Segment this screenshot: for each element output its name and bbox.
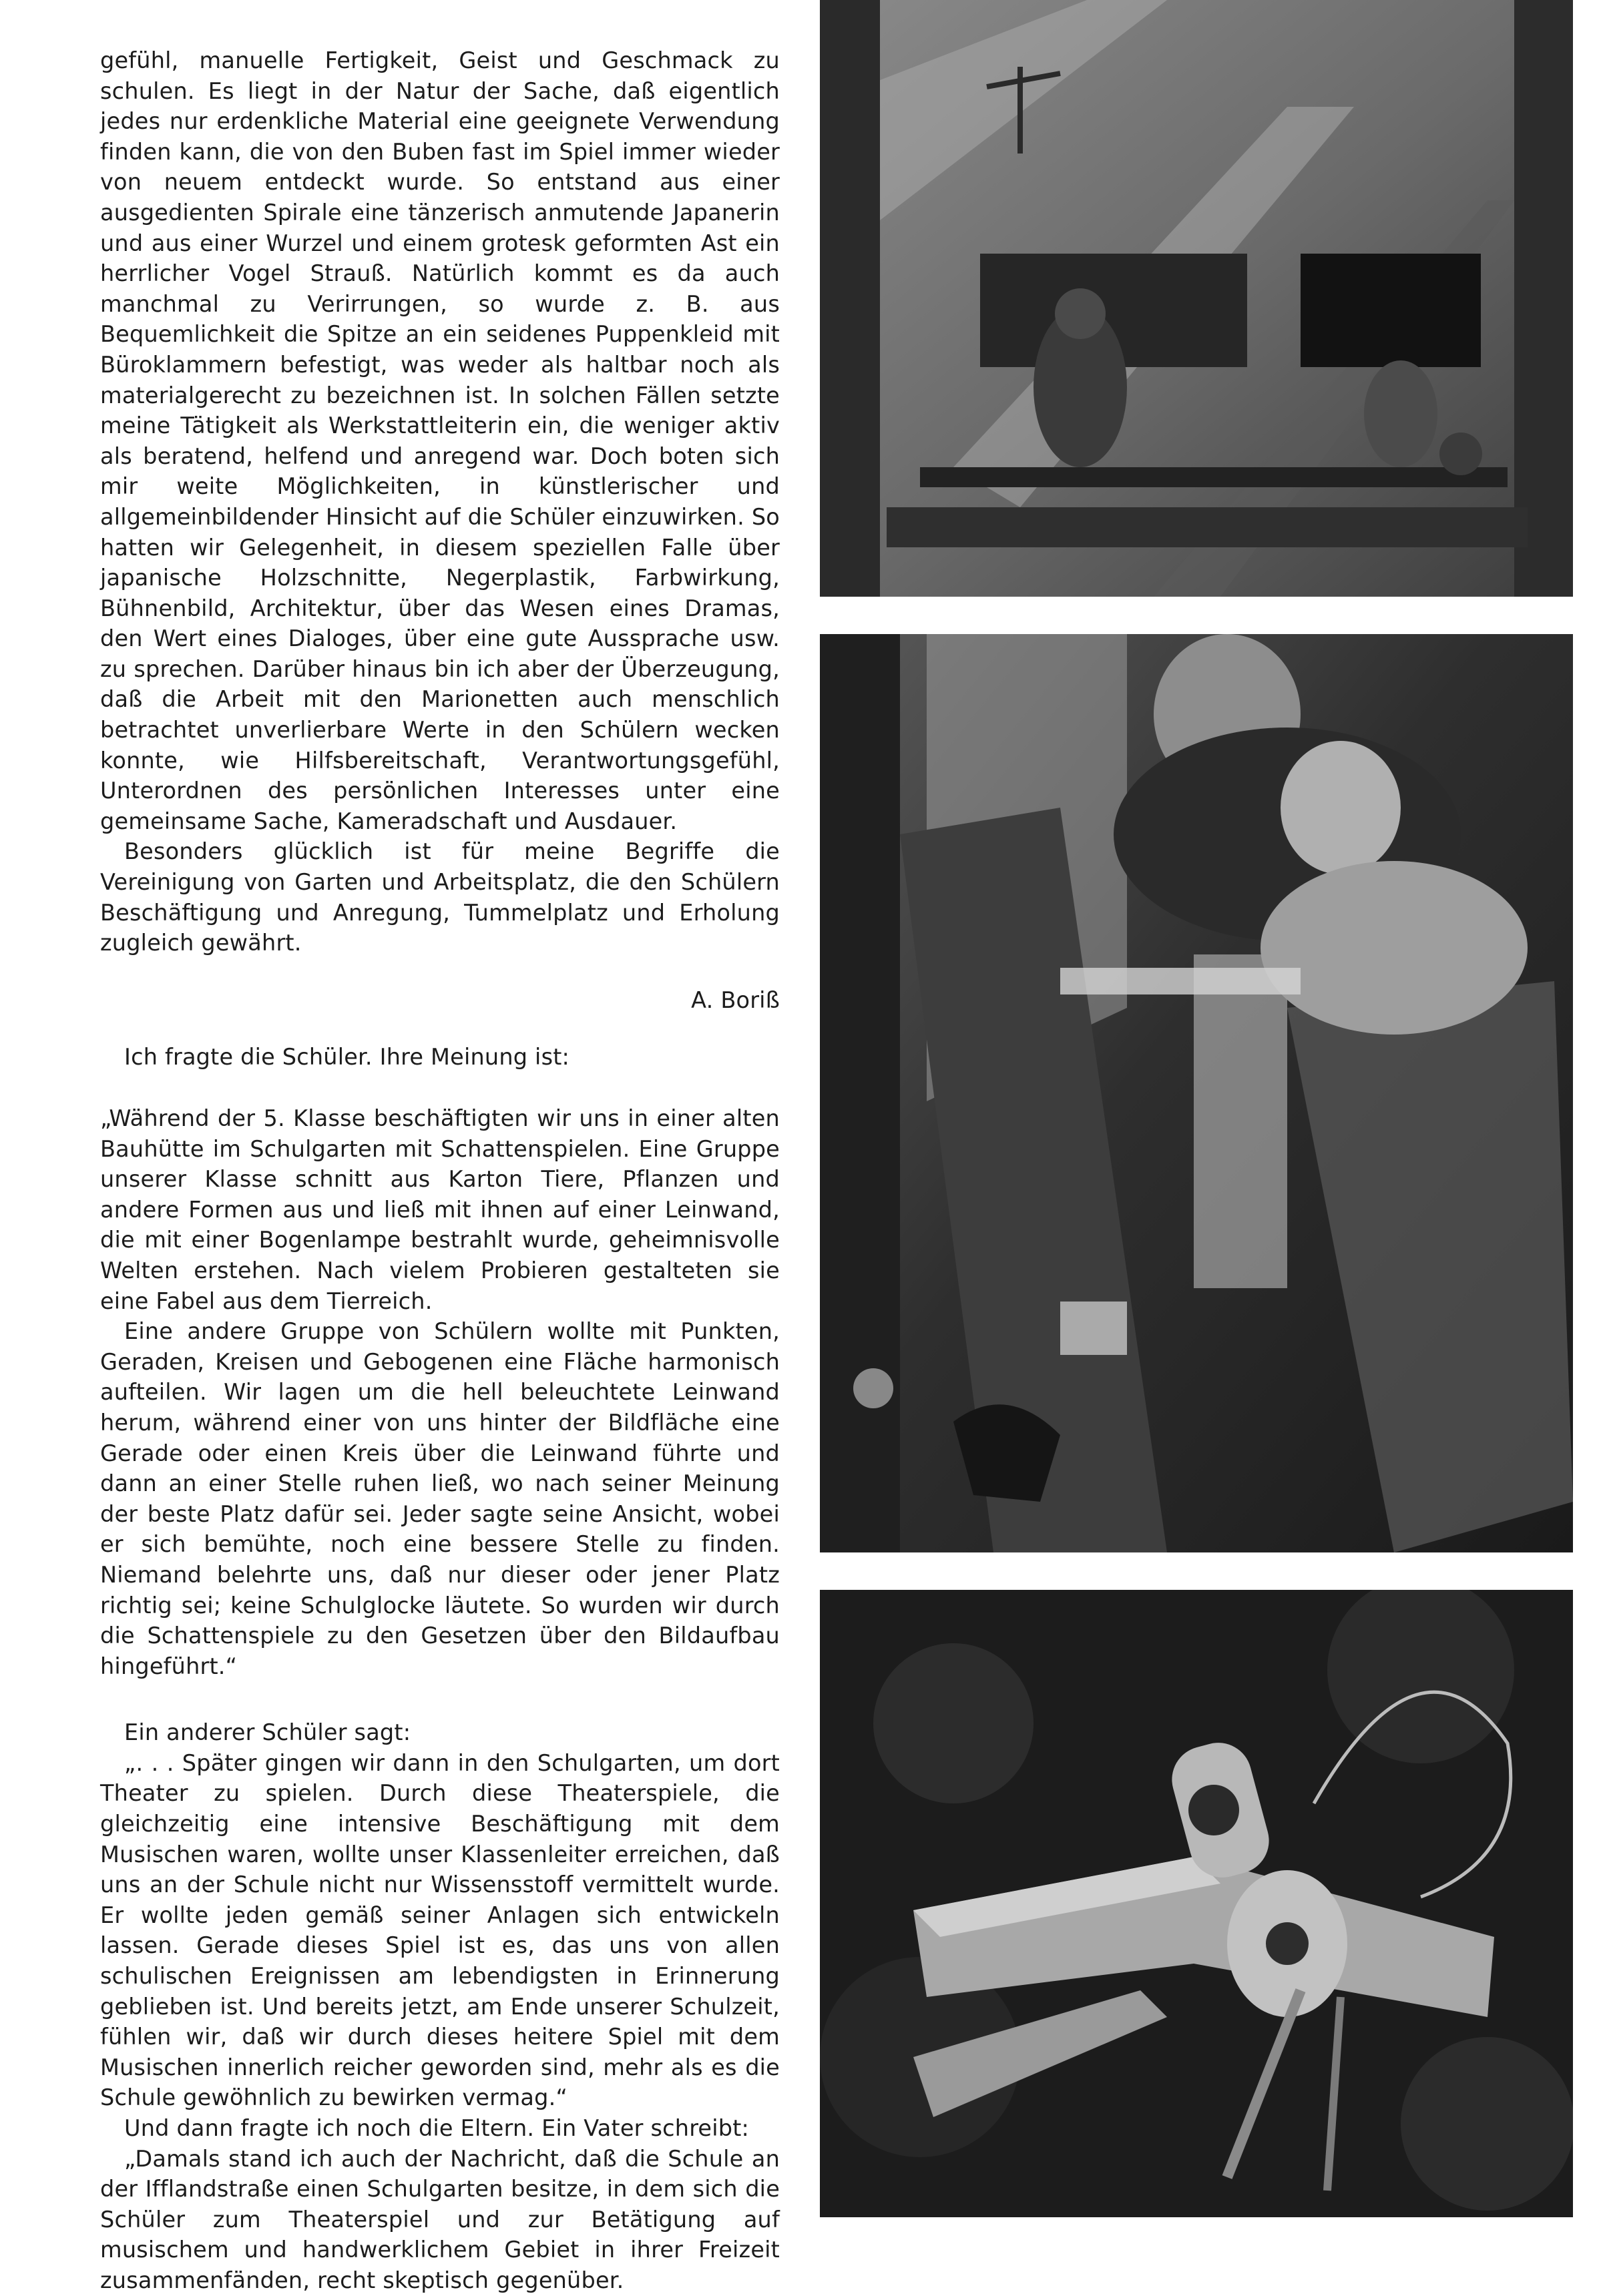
parents-intro: Und dann fragte ich noch die Eltern. Ein Vater schreibt: (124, 2115, 750, 2141)
photo-garden-hut-image (820, 0, 1573, 597)
student-quote-paragraph: „Während der 5. Klasse beschäftigten wir uns in einer alten Bauhütte im Schulgarten mit Schattenspielen. Eine Gruppe unserer Klasse schnitt aus Karton Tiere, Pflanzen und andere Formen aus und ließ mit ihnen auf einer Leinwand, die mit einer Bogenlampe bestrahlt wurde, geheimnisvolle Welten erstehen. Nach vielem Probieren gestalteten sie eine Fabel aus dem Tierreich. (100, 1105, 780, 1314)
photo-garden-hut (820, 0, 1573, 597)
students-intro: Ich fragte die Schüler. Ihre Meinung ist: (124, 1044, 570, 1071)
article-text-column (100, 45, 780, 2296)
photo-boys-workbench-image (820, 634, 1573, 1552)
author-signature: A. Boriß (691, 986, 780, 1013)
student2-quote: „. . . Später gingen wir dann in den Schulgarten, um dort Theater zu spielen. Durch diese Theaterspiele, die gleichzeitig eine intensive Beschäftigung mit dem Musischen waren, wollte unser Klassenleiter erreichen, daß uns an der Schule nicht nur Wissensstoff vermittelt wurde. Er wollte jeden gemäß seiner Anlagen sich entwickeln lassen. Gerade dieses Spiel ist es, das uns von allen schulischen Ereignissen am lebendigsten in Erinnerung geblieben ist. Und bereits jetzt, am Ende unserer Schulzeit, fühlen wir, daß wir durch dieses heitere Spiel mit dem Musischen innerlich reicher geworden sind, mehr als es die Schule gewöhnlich zu bewirken vermag.“ (100, 1749, 780, 2111)
photo-wooden-figure (820, 1590, 1573, 2217)
student-quote-paragraph: Eine andere Gruppe von Schülern wollte mit Punkten, Geraden, Kreisen und Gebogenen eine Fläche harmonisch aufteilen. Wir lagen um die hell beleuchtete Leinwand herum, während einer von uns hinter der Bildfläche eine Gerade oder einen Kreis über die Leinwand führte und dann an einer Stelle ruhen ließ, wo nach seiner Meinung der beste Platz dafür sei. Jeder sagte seine Ansicht, wobei er sich bemühte, noch eine bessere Stelle zu finden. Niemand belehrte uns, daß nur dieser oder jener Platz richtig sei; keine Schulglocke läutete. So wurden wir durch die Schattenspiele zu den Gesetzen über den Bildaufbau hingeführt.“ (100, 1318, 780, 1679)
body-paragraph: Besonders glücklich ist für meine Begriffe die Vereinigung von Garten und Arbeitsplatz, die den Schülern Beschäftigung und Anregung, Tummelplatz und Erholung zugleich gewährt. (100, 838, 780, 956)
student2-intro: Ein anderer Schüler sagt: (124, 1719, 411, 1746)
body-paragraph: gefühl, manuelle Fertigkeit, Geist und Geschmack zu schulen. Es liegt in der Natur der Sache, daß eigentlich jedes nur erdenkliche Material eine geeignete Verwendung finden kann, die von den Buben fast im Spiel immer wieder von neuem entdeckt wurde. So entstand aus einer ausgedienten Spirale eine tänzerisch anmutende Japanerin und aus einer Wurzel und einem grotesk geformten Ast ein herrlicher Vogel Strauß. Natürlich kommt es da auch manchmal zu Verirrungen, so wurde z. B. aus Bequemlichkeit die Spitze an ein seidenes Puppenkleid mit Büroklammern befestigt, was weder als haltbar noch als materialgerecht zu bezeichnen ist. In solchen Fällen setzte meine Tätigkeit als Werkstattleiterin ein, die weniger aktiv als beratend, helfend und anregend war. Doch boten sich mir weite Möglichkeiten, in künstlerischer und allgemeinbildender Hinsicht auf die Schüler einzuwirken. So hatten wir Gelegenheit, in diesem speziellen Falle über japanische Holzschnitte, Negerplastik, Farbwirkung, Bühnenbild, Architektur, über das Wesen eines Dramas, den Wert eines Dialoges, über eine gute Aussprache usw. zu sprechen. Darüber hinaus bin ich aber der Überzeugung, daß die Arbeit mit den Marionetten auch menschlich betrachtet unverlierbare Werte in den Schülern wecken konnte, wie Hilfsbereitschaft, Verantwortungsgefühl, Unterordnen des persönlichen Interesses unter eine gemeinsame Sache, Kameradschaft und Ausdauer. (100, 47, 780, 834)
father-quote: „Damals stand ich auch der Nachricht, daß die Schule an der Ifflandstraße einen Schulgarten besitze, in dem sich die Schüler zum Theaterspiel und zur Betätigung auf musischem und handwerklichem Gebiet in ihrer Freizeit zusammenfänden, recht skeptisch gegenüber. (100, 2145, 780, 2293)
photo-boys-workbench (820, 634, 1573, 1552)
photo-wooden-figure-image (820, 1590, 1573, 2217)
